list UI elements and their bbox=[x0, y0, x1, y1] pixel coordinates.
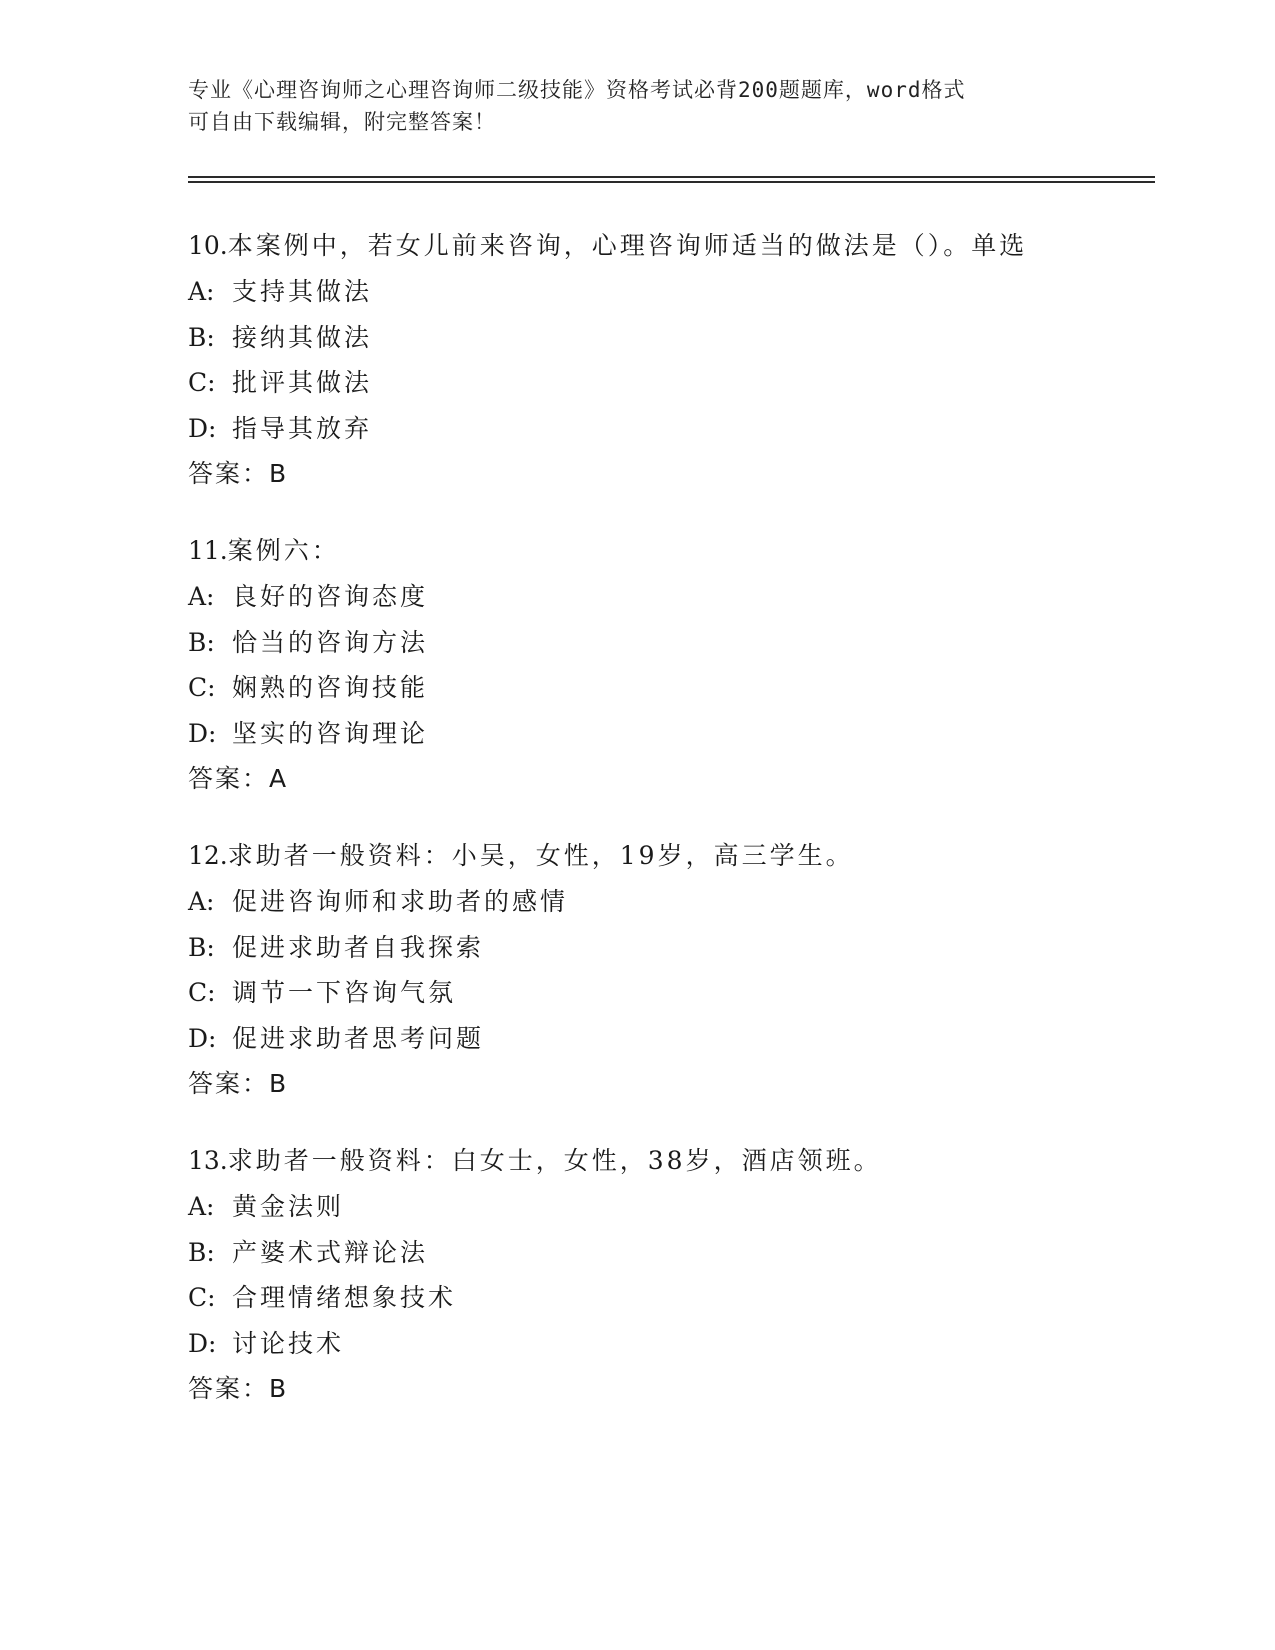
option-b bbox=[188, 620, 1148, 666]
question-stem bbox=[188, 833, 1148, 879]
option-text: 指导其放弃 bbox=[232, 413, 373, 443]
answer-line: 答案：B bbox=[188, 1374, 289, 1403]
option-d bbox=[188, 406, 1148, 452]
answer-line: 答案：B bbox=[188, 1069, 289, 1098]
option-key: A: bbox=[188, 277, 215, 306]
question-stem bbox=[188, 1138, 1148, 1184]
option-key: D: bbox=[188, 413, 217, 443]
question-number: 13. bbox=[188, 1146, 228, 1175]
question-stem bbox=[188, 223, 1148, 269]
option-text: 调节一下咨询气氛 bbox=[232, 978, 457, 1007]
option-text: 讨论技术 bbox=[232, 1328, 345, 1358]
option-key: D: bbox=[188, 1328, 217, 1358]
option-key: B: bbox=[188, 322, 215, 352]
question-number: 11. bbox=[188, 536, 228, 565]
option-text: 接纳其做法 bbox=[232, 322, 373, 352]
option-key: A: bbox=[188, 887, 215, 916]
option-text: 促进求助者思考问题 bbox=[232, 1023, 485, 1053]
question-10 bbox=[188, 223, 1148, 497]
option-d bbox=[188, 1321, 1148, 1367]
answer-line: 答案：B bbox=[188, 459, 289, 488]
option-a bbox=[188, 269, 1148, 315]
question-number: 10. bbox=[188, 231, 228, 260]
option-text: 促进求助者自我探索 bbox=[232, 932, 485, 962]
option-key: B: bbox=[188, 932, 215, 962]
document-header bbox=[188, 74, 1088, 138]
question-stem bbox=[188, 528, 1148, 574]
option-key: C: bbox=[188, 368, 216, 397]
option-key: B: bbox=[188, 1237, 215, 1267]
option-d bbox=[188, 711, 1148, 757]
option-d bbox=[188, 1016, 1148, 1062]
option-text: 黄金法则 bbox=[232, 1192, 345, 1221]
option-text: 合理情绪想象技术 bbox=[232, 1283, 457, 1312]
option-b bbox=[188, 925, 1148, 971]
question-text: 求助者一般资料：小吴，女性，19岁，高三学生。 bbox=[227, 841, 854, 870]
option-b bbox=[188, 1230, 1148, 1276]
question-13 bbox=[188, 1138, 1148, 1412]
option-key: C: bbox=[188, 1283, 216, 1312]
option-text: 娴熟的咨询技能 bbox=[232, 673, 429, 702]
header-divider-top bbox=[188, 176, 1155, 178]
option-text: 批评其做法 bbox=[232, 368, 373, 397]
option-a bbox=[188, 1184, 1148, 1230]
option-key: A: bbox=[188, 1192, 215, 1221]
question-number: 12. bbox=[188, 841, 228, 870]
option-b bbox=[188, 315, 1148, 361]
option-c bbox=[188, 970, 1148, 1016]
option-text: 恰当的咨询方法 bbox=[232, 627, 429, 657]
question-text: 案例六： bbox=[227, 536, 340, 565]
question-text: 本案例中，若女儿前来咨询，心理咨询师适当的做法是（）。单选 bbox=[227, 231, 1028, 260]
option-text: 支持其做法 bbox=[232, 277, 373, 306]
option-text: 良好的咨询态度 bbox=[232, 582, 429, 611]
option-text: 坚实的咨询理论 bbox=[232, 718, 429, 748]
option-text: 促进咨询师和求助者的感情 bbox=[232, 887, 569, 916]
header-line-2: 可自由下载编辑，附完整答案！ bbox=[188, 110, 496, 134]
option-key: B: bbox=[188, 627, 215, 657]
option-a bbox=[188, 879, 1148, 925]
option-c bbox=[188, 1275, 1148, 1321]
header-line-1: 专业《心理咨询师之心理咨询师二级技能》资格考试必背200题题库，word格式 bbox=[188, 78, 966, 102]
question-12 bbox=[188, 833, 1148, 1107]
answer-line: 答案：A bbox=[188, 764, 289, 793]
option-key: A: bbox=[188, 582, 215, 611]
option-key: D: bbox=[188, 1023, 217, 1053]
option-c bbox=[188, 665, 1148, 711]
question-text: 求助者一般资料：白女士，女性，38岁，酒店领班。 bbox=[227, 1146, 882, 1175]
option-a bbox=[188, 574, 1148, 620]
header-divider-bottom bbox=[188, 181, 1155, 183]
option-key: C: bbox=[188, 978, 216, 1007]
question-11 bbox=[188, 528, 1148, 802]
option-c bbox=[188, 360, 1148, 406]
option-text: 产婆术式辩论法 bbox=[232, 1237, 429, 1267]
option-key: D: bbox=[188, 718, 217, 748]
option-key: C: bbox=[188, 673, 216, 702]
